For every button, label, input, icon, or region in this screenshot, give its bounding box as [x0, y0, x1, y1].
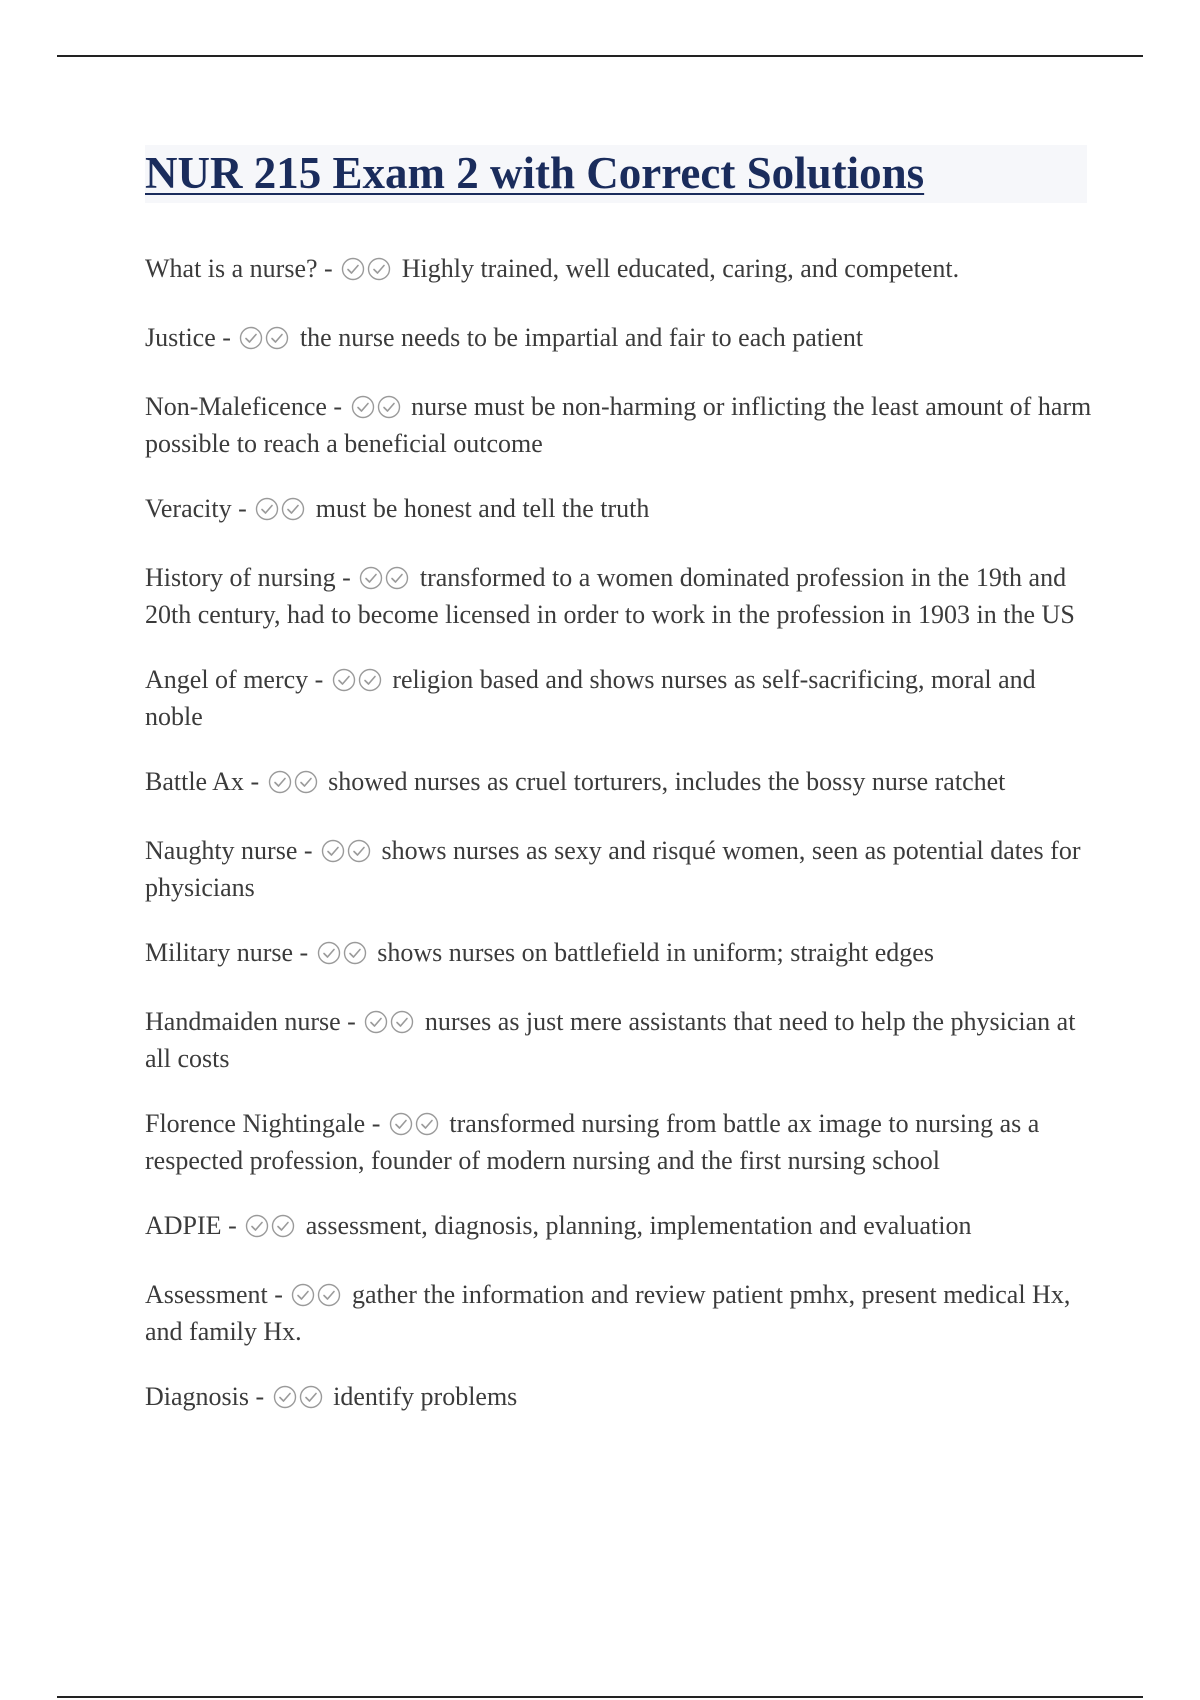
entry-separator: -	[340, 1007, 363, 1036]
check-circle-icon	[389, 1112, 413, 1136]
entry-separator: -	[231, 494, 254, 523]
entry-definition: shows nurses on battlefield in uniform; straight edges	[377, 938, 934, 967]
check-circle-icon	[291, 1283, 315, 1307]
check-circle-icon	[265, 326, 289, 350]
check-circle-icon	[351, 395, 375, 419]
entry-definition: showed nurses as cruel torturers, includes the bossy nurse ratchet	[328, 767, 1006, 796]
check-circle-icon	[321, 839, 345, 863]
top-rule	[57, 55, 1143, 57]
check-circle-icon	[385, 566, 409, 590]
double-check-circle-icon	[291, 1282, 343, 1315]
entry-term: ADPIE	[145, 1211, 222, 1240]
qa-entry	[145, 765, 1095, 802]
entry-term: Justice	[145, 323, 216, 352]
check-circle-icon	[343, 941, 367, 965]
double-check-circle-icon	[332, 667, 384, 700]
check-circle-icon	[332, 668, 356, 692]
qa-entry	[145, 834, 1095, 904]
entry-term: Angel of mercy	[145, 665, 309, 694]
check-circle-icon	[390, 1010, 414, 1034]
double-check-circle-icon	[359, 565, 411, 598]
entry-separator: -	[215, 323, 238, 352]
double-check-circle-icon	[245, 1213, 297, 1246]
double-check-circle-icon	[321, 838, 373, 871]
entry-separator: -	[365, 1109, 387, 1138]
qa-entry	[145, 321, 1095, 358]
check-circle-icon	[268, 770, 292, 794]
check-circle-icon	[341, 257, 365, 281]
entry-separator: -	[243, 767, 266, 796]
entry-term: Veracity	[145, 494, 232, 523]
check-circle-icon	[415, 1112, 439, 1136]
qa-entry	[145, 1005, 1095, 1075]
entry-term: Diagnosis	[145, 1382, 249, 1411]
entry-definition: must be honest and tell the truth	[315, 494, 650, 523]
entry-definition: shows nurses as sexy and risqué women, seen as potential dates for physicians	[145, 836, 1081, 902]
entry-definition: nurses as just mere assistants that need to help the physician at all costs	[145, 1007, 1076, 1073]
check-circle-icon	[255, 497, 279, 521]
check-circle-icon	[239, 326, 263, 350]
page-title: NUR 215 Exam 2 with Correct Solutions	[145, 148, 925, 198]
entry-separator: -	[221, 1211, 244, 1240]
entry-separator: -	[267, 1280, 290, 1309]
double-check-circle-icon	[317, 940, 369, 973]
double-check-circle-icon	[273, 1384, 325, 1417]
check-circle-icon	[317, 941, 341, 965]
entry-separator: -	[297, 836, 320, 865]
entry-term: Battle Ax	[145, 767, 244, 796]
qa-entry	[145, 1278, 1095, 1348]
double-check-circle-icon	[389, 1111, 441, 1144]
check-circle-icon	[377, 395, 401, 419]
qa-entry	[145, 936, 1095, 973]
entry-definition: nurse must be non-harming or inflicting the least amount of harm possible to reach a beneficial outcome	[145, 392, 1092, 458]
qa-entry	[145, 1107, 1095, 1177]
entry-definition: transformed nursing from battle ax image to nursing as a respected profession, founder of modern nursing and the first nursing school	[145, 1109, 1040, 1175]
check-circle-icon	[367, 257, 391, 281]
double-check-circle-icon	[351, 394, 403, 427]
entry-separator: -	[249, 1382, 271, 1411]
double-check-circle-icon	[255, 496, 307, 529]
check-circle-icon	[347, 839, 371, 863]
qa-entry	[145, 252, 1095, 289]
double-check-circle-icon	[239, 325, 291, 358]
qa-list	[145, 252, 1095, 1449]
double-check-circle-icon	[364, 1009, 416, 1042]
qa-entry	[145, 1209, 1095, 1246]
double-check-circle-icon	[341, 256, 393, 289]
check-circle-icon	[273, 1385, 297, 1409]
entry-separator: -	[317, 254, 340, 283]
check-circle-icon	[364, 1010, 388, 1034]
entry-definition: religion based and shows nurses as self-sacrificing, moral and noble	[145, 665, 1036, 731]
entry-separator: -	[293, 938, 315, 967]
check-circle-icon	[281, 497, 305, 521]
bottom-rule	[57, 1696, 1143, 1698]
qa-entry	[145, 390, 1095, 460]
check-circle-icon	[299, 1385, 323, 1409]
entry-term: Assessment	[145, 1280, 268, 1309]
qa-entry	[145, 663, 1095, 733]
check-circle-icon	[317, 1283, 341, 1307]
check-circle-icon	[359, 566, 383, 590]
double-check-circle-icon	[268, 769, 320, 802]
check-circle-icon	[294, 770, 318, 794]
qa-entry	[145, 1380, 1095, 1417]
entry-separator: -	[308, 665, 330, 694]
entry-term: Florence Nightingale	[145, 1109, 366, 1138]
check-circle-icon	[358, 668, 382, 692]
qa-entry	[145, 561, 1095, 631]
entry-definition: Highly trained, well educated, caring, and competent.	[401, 254, 960, 283]
entry-separator: -	[326, 392, 349, 421]
check-circle-icon	[271, 1214, 295, 1238]
entry-term: Non-Maleficence	[145, 392, 327, 421]
entry-term: Handmaiden nurse	[145, 1007, 341, 1036]
check-circle-icon	[245, 1214, 269, 1238]
entry-definition: the nurse needs to be impartial and fair to each patient	[299, 323, 864, 352]
entry-definition: identify problems	[333, 1382, 518, 1411]
entry-term: Military nurse	[145, 938, 294, 967]
entry-definition: assessment, diagnosis, planning, implementation and evaluation	[305, 1211, 972, 1240]
entry-definition: transformed to a women dominated profession in the 19th and 20th century, had to become licensed in order to work in the profession in 1903 in the US	[145, 563, 1075, 629]
qa-entry	[145, 492, 1095, 529]
entry-term: What is a nurse?	[145, 254, 318, 283]
entry-term: Naughty nurse	[145, 836, 298, 865]
entry-separator: -	[335, 563, 358, 592]
entry-term: History of nursing	[145, 563, 336, 592]
entry-definition: gather the information and review patient pmhx, present medical Hx, and family Hx.	[145, 1280, 1071, 1346]
